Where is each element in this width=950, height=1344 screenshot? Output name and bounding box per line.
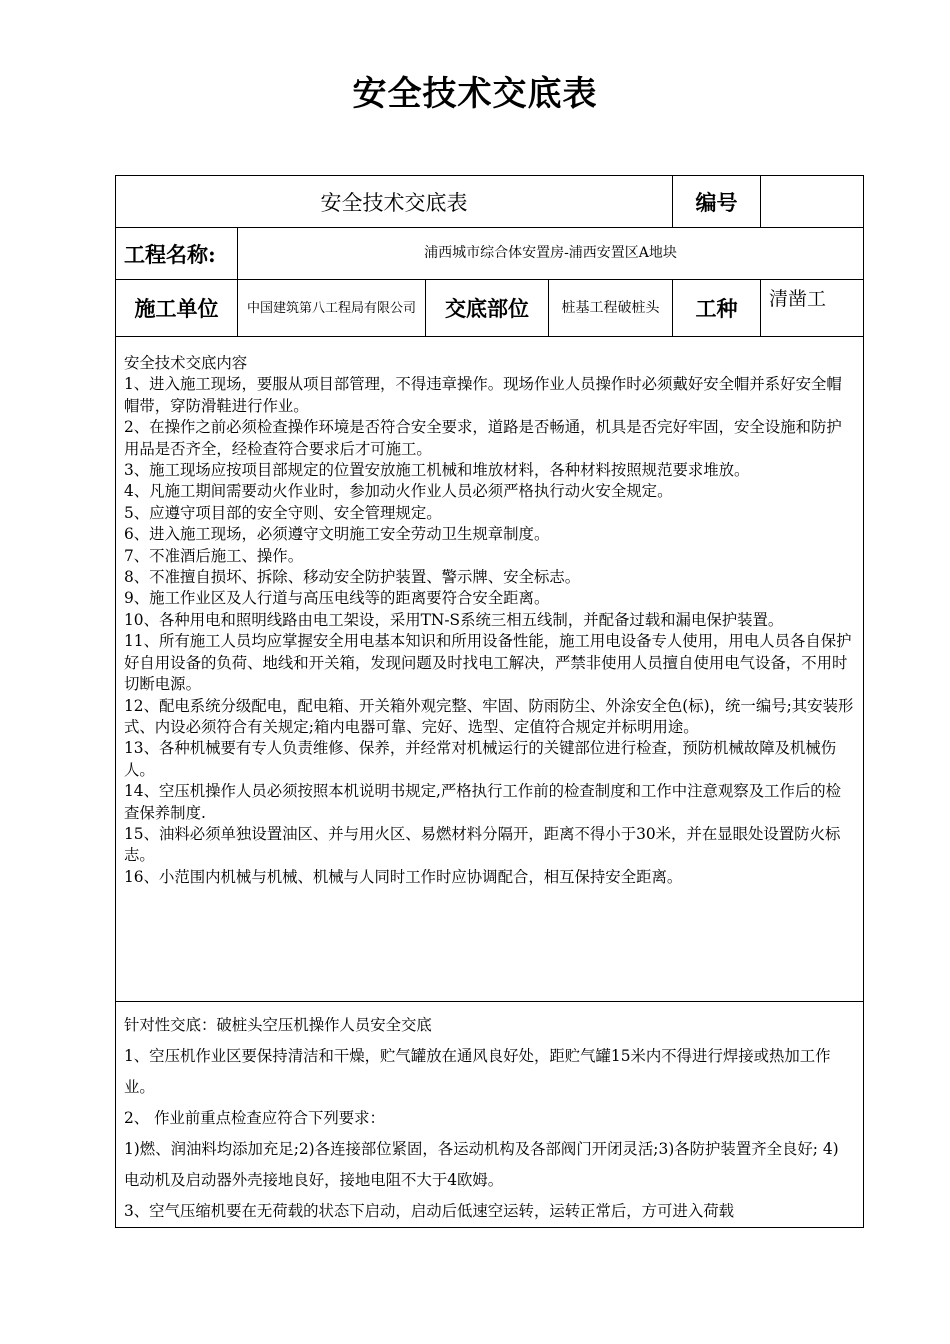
content-item: 7、不准酒后施工、操作。 [124,546,304,565]
targeted-item: 2、 作业前重点检查应符合下列要求： [124,1109,385,1127]
form-title: 安全技术交底表 [116,176,673,228]
targeted-item: 1)燃、润油料均添加充足;2)各连接部位紧固，各运动机构及各部阀门开闭灵活;3)各防护装置齐全良好; 4) 电动机及启动器外壳接地良好，接地电阻不大于4欧姆。 [124,1140,839,1189]
content-item: 12、配电系统分级配电，配电箱、开关箱外观完整、牢固、防雨防尘、外涂安全色(标)，统一编号;其安装形式、内设必须符合有关规定;箱内电器可靠、完好、选型、定值符合规定并标明用途。 [124,696,854,736]
content-row [116,337,864,1002]
targeted-heading: 针对性交底：破桩头空压机操作人员安全交底 [124,1016,432,1034]
content-item: 4、凡施工期间需要动火作业时，参加动火作业人员必须严格执行动火安全规定。 [124,482,673,501]
number-label: 编号 [673,176,761,228]
document-title: 安全技术交底表 [352,74,598,114]
contractor-label: 施工单位 [116,280,238,337]
location-value: 桩基工程破桩头 [549,280,673,337]
unit-row [116,280,864,337]
content-item: 10、各种用电和照明线路由电工架设，采用TN-S系统三相五线制，并配备过载和漏电保护装置。 [124,610,784,629]
content-item: 13、各种机械要有专人负责维修、保养，并经常对机械运行的关键部位进行检查，预防机械故障及机械伤人。 [124,739,837,779]
content-item: 11、所有施工人员均应掌握安全用电基本知识和所用设备性能，施工用电设备专人使用，用电人员各自保护好自用设备的负荷、地线和开关箱，发现问题及时找电工解决，严禁非使用人员擅自使用电气设备，不用时切断电源。 [124,632,852,694]
content-item: 1、进入施工现场，要服从项目部管理，不得违章操作。现场作业人员操作时必须戴好安全帽并系好安全帽帽带，穿防滑鞋进行作业。 [124,375,842,415]
trade-value: 清凿工 [761,280,864,337]
location-label: 交底部位 [426,280,549,337]
content-heading: 安全技术交底内容 [124,354,248,372]
trade-label: 工种 [673,280,761,337]
content-item: 2、在操作之前必须检查操作环境是否符合安全要求，道路是否畅通，机具是否完好牢固，安全设施和防护用品是否齐全，经检查符合要求后才可施工。 [124,418,842,458]
number-value [761,176,864,228]
content-item: 14、空压机操作人员必须按照本机说明书规定,严格执行工作前的检查制度和工作中注意观察及工作后的检查保养制度. [124,782,842,822]
content-item: 6、进入施工现场，必须遵守文明施工安全劳动卫生规章制度。 [124,525,550,544]
project-row [116,228,864,280]
contractor-value: 中国建筑第八工程局有限公司 [238,280,426,337]
project-name-label: 工程名称: [116,228,238,280]
briefing-content [116,337,864,1002]
content-item: 5、应遵守项目部的安全守则、安全管理规定。 [124,503,442,522]
content-item: 15、油料必须单独设置油区、并与用火区、易燃材料分隔开，距离不得小于30米，并在显眼处设置防火标志。 [124,824,841,865]
project-name-value: 浦西城市综合体安置房-浦西安置区A地块 [238,228,864,280]
targeted-item: 1、空压机作业区要保持清洁和干燥，贮气罐放在通风良好处，距贮气罐15米内不得进行焊接或热加工作业。 [124,1047,831,1096]
content-item: 8、不准擅自损坏、拆除、移动安全防护装置、警示牌、安全标志。 [124,568,581,587]
content-item: 3、施工现场应按项目部规定的位置安放施工机械和堆放材料，各种材料按照规范要求堆放。 [124,461,750,480]
content-item: 16、小范围内机械与机械、机械与人同时工作时应协调配合，相互保持安全距离。 [124,867,683,886]
targeted-row [116,1002,864,1228]
targeted-briefing [116,1002,864,1228]
safety-briefing-form [115,175,864,1228]
content-item: 9、施工作业区及人行道与高压电线等的距离要符合安全距离。 [124,589,550,608]
form-header-row [116,176,864,228]
targeted-item: 3、空气压缩机要在无荷载的状态下启动，启动后低速空运转，运转正常后，方可进入荷载 [124,1202,735,1220]
